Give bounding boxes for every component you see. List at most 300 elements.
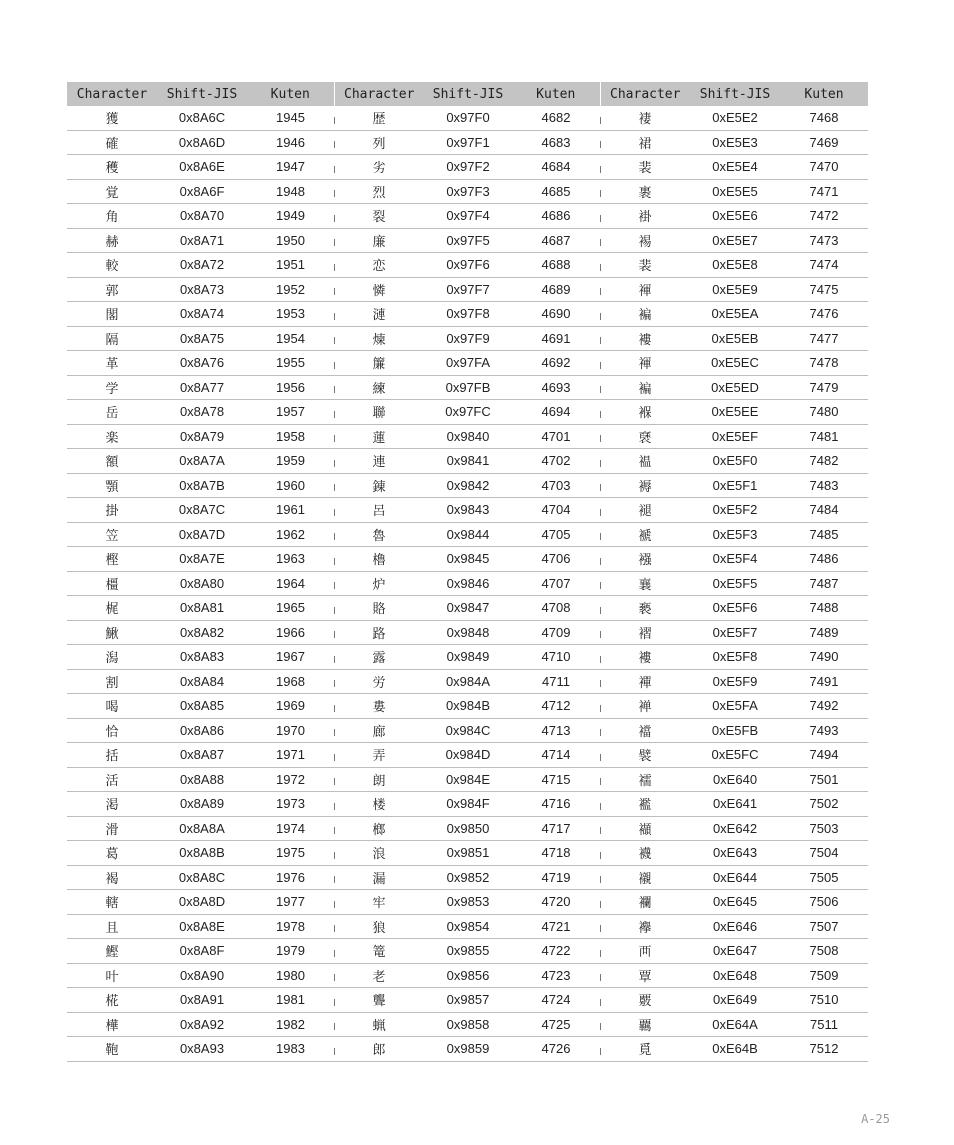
- character-cell: 歴: [334, 106, 424, 130]
- table-row: [67, 449, 868, 474]
- kuten-cell: 7469: [780, 130, 868, 155]
- kuten-cell: 4682: [512, 106, 600, 130]
- table-row: [67, 816, 868, 841]
- character-cell: 榔: [334, 816, 424, 841]
- shift-jis-cell: 0x8A74: [157, 302, 247, 327]
- shift-jis-cell: 0xE5EB: [690, 326, 780, 351]
- character-cell: 褄: [600, 106, 690, 130]
- table-row: [67, 106, 868, 130]
- kuten-cell: 1958: [247, 424, 334, 449]
- character-cell: 角: [67, 204, 157, 229]
- shift-jis-cell: 0x9845: [424, 547, 512, 572]
- shift-jis-cell: 0x97F7: [424, 277, 512, 302]
- character-cell: 潟: [67, 645, 157, 670]
- character-cell: 轄: [67, 890, 157, 915]
- character-cell: 笠: [67, 522, 157, 547]
- character-cell: 櫓: [334, 547, 424, 572]
- shift-jis-cell: 0xE5F3: [690, 522, 780, 547]
- shift-jis-cell: 0xE5F2: [690, 498, 780, 523]
- character-cell: 露: [334, 645, 424, 670]
- column-header-shift-jis: Shift-JIS: [424, 82, 512, 106]
- shift-jis-cell: 0xE5F6: [690, 596, 780, 621]
- kuten-cell: 7479: [780, 375, 868, 400]
- character-cell: 裹: [600, 179, 690, 204]
- character-cell: 聾: [334, 988, 424, 1013]
- kuten-cell: 1949: [247, 204, 334, 229]
- shift-jis-cell: 0x8A8A: [157, 816, 247, 841]
- table-row: [67, 890, 868, 915]
- kuten-cell: 1959: [247, 449, 334, 474]
- column-header-kuten: Kuten: [512, 82, 600, 106]
- kuten-cell: 1982: [247, 1012, 334, 1037]
- kuten-cell: 1971: [247, 743, 334, 768]
- shift-jis-cell: 0x8A87: [157, 743, 247, 768]
- shift-jis-cell: 0xE643: [690, 841, 780, 866]
- shift-jis-cell: 0xE5E5: [690, 179, 780, 204]
- kuten-cell: 1948: [247, 179, 334, 204]
- character-cell: 褫: [600, 522, 690, 547]
- shift-jis-cell: 0x8A84: [157, 669, 247, 694]
- character-cell: 穫: [67, 155, 157, 180]
- character-cell: 掛: [67, 498, 157, 523]
- shift-jis-cell: 0xE64A: [690, 1012, 780, 1037]
- character-cell: 活: [67, 767, 157, 792]
- table-row: [67, 571, 868, 596]
- kuten-cell: 1974: [247, 816, 334, 841]
- shift-jis-cell: 0x8A83: [157, 645, 247, 670]
- shift-jis-cell: 0x8A73: [157, 277, 247, 302]
- character-cell: 恰: [67, 718, 157, 743]
- shift-jis-cell: 0x97F0: [424, 106, 512, 130]
- character-cell: 褂: [600, 204, 690, 229]
- shift-jis-cell: 0x8A89: [157, 792, 247, 817]
- character-cell: 梶: [67, 596, 157, 621]
- character-cell: 襁: [600, 547, 690, 572]
- kuten-cell: 1966: [247, 620, 334, 645]
- character-cell: 覈: [600, 988, 690, 1013]
- character-cell: 鰍: [67, 620, 157, 645]
- kuten-cell: 7475: [780, 277, 868, 302]
- table-row: [67, 155, 868, 180]
- shift-jis-cell: 0x9850: [424, 816, 512, 841]
- shift-jis-cell: 0x984B: [424, 694, 512, 719]
- kuten-cell: 1981: [247, 988, 334, 1013]
- character-cell: 確: [67, 130, 157, 155]
- character-cell: 褌: [600, 351, 690, 376]
- kuten-cell: 1963: [247, 547, 334, 572]
- character-cell: 憐: [334, 277, 424, 302]
- shift-jis-cell: 0x8A81: [157, 596, 247, 621]
- character-cell: 獲: [67, 106, 157, 130]
- character-cell: 覊: [600, 1012, 690, 1037]
- kuten-cell: 7491: [780, 669, 868, 694]
- character-cell: 婁: [334, 694, 424, 719]
- kuten-cell: 7476: [780, 302, 868, 327]
- character-cell: 褶: [600, 620, 690, 645]
- shift-jis-cell: 0xE5FA: [690, 694, 780, 719]
- kuten-cell: 7487: [780, 571, 868, 596]
- kuten-cell: 7493: [780, 718, 868, 743]
- kuten-cell: 1946: [247, 130, 334, 155]
- shift-jis-cell: 0x984F: [424, 792, 512, 817]
- shift-jis-cell: 0x9846: [424, 571, 512, 596]
- shift-jis-cell: 0xE640: [690, 767, 780, 792]
- kuten-cell: 1965: [247, 596, 334, 621]
- character-cell: 錬: [334, 473, 424, 498]
- character-cell: 篭: [334, 939, 424, 964]
- shift-jis-cell: 0xE5F0: [690, 449, 780, 474]
- kuten-cell: 7506: [780, 890, 868, 915]
- character-cell: 褊: [600, 302, 690, 327]
- kuten-cell: 1983: [247, 1037, 334, 1062]
- character-cell: 顎: [67, 473, 157, 498]
- kuten-cell: 4713: [512, 718, 600, 743]
- character-cell: 弄: [334, 743, 424, 768]
- character-cell: 楼: [334, 792, 424, 817]
- shift-jis-cell: 0xE5F4: [690, 547, 780, 572]
- character-cell: 褞: [600, 449, 690, 474]
- shift-jis-cell: 0x984A: [424, 669, 512, 694]
- shift-jis-cell: 0x984D: [424, 743, 512, 768]
- kuten-cell: 1978: [247, 914, 334, 939]
- kuten-cell: 4719: [512, 865, 600, 890]
- kuten-cell: 4714: [512, 743, 600, 768]
- page-number: A-25: [861, 1112, 890, 1126]
- kuten-cell: 1972: [247, 767, 334, 792]
- kuten-cell: 1957: [247, 400, 334, 425]
- character-cell: 賂: [334, 596, 424, 621]
- character-cell: 郎: [334, 1037, 424, 1062]
- shift-jis-cell: 0x8A80: [157, 571, 247, 596]
- table-row: [67, 277, 868, 302]
- kuten-cell: 1969: [247, 694, 334, 719]
- character-cell: 襦: [600, 767, 690, 792]
- kuten-cell: 1964: [247, 571, 334, 596]
- kuten-cell: 7470: [780, 155, 868, 180]
- table-row: [67, 620, 868, 645]
- character-cell: 裂: [334, 204, 424, 229]
- kuten-cell: 4718: [512, 841, 600, 866]
- kuten-cell: 1951: [247, 253, 334, 278]
- shift-jis-cell: 0xE64B: [690, 1037, 780, 1062]
- table-row: [67, 424, 868, 449]
- table-row: [67, 645, 868, 670]
- kuten-cell: 7480: [780, 400, 868, 425]
- shift-jis-cell: 0xE5E4: [690, 155, 780, 180]
- kuten-cell: 7511: [780, 1012, 868, 1037]
- kuten-cell: 4709: [512, 620, 600, 645]
- kuten-cell: 1976: [247, 865, 334, 890]
- shift-jis-cell: 0x97F4: [424, 204, 512, 229]
- kuten-cell: 4690: [512, 302, 600, 327]
- kuten-cell: 4708: [512, 596, 600, 621]
- shift-jis-cell: 0xE5E6: [690, 204, 780, 229]
- character-cell: 襤: [600, 792, 690, 817]
- shift-jis-cell: 0xE641: [690, 792, 780, 817]
- kuten-cell: 4711: [512, 669, 600, 694]
- kuten-cell: 7489: [780, 620, 868, 645]
- kuten-cell: 7510: [780, 988, 868, 1013]
- kuten-cell: 7512: [780, 1037, 868, 1062]
- character-cell: 浪: [334, 841, 424, 866]
- character-cell: 褌: [600, 277, 690, 302]
- kuten-cell: 4703: [512, 473, 600, 498]
- shift-jis-cell: 0x9853: [424, 890, 512, 915]
- character-cell: 襠: [600, 718, 690, 743]
- table-row: [67, 743, 868, 768]
- table-row: [67, 498, 868, 523]
- character-cell: 褓: [600, 400, 690, 425]
- character-cell: 隔: [67, 326, 157, 351]
- character-cell: 劣: [334, 155, 424, 180]
- character-cell: 裴: [600, 253, 690, 278]
- shift-jis-cell: 0xE647: [690, 939, 780, 964]
- column-header-character: Character: [67, 82, 157, 106]
- shift-jis-cell: 0x9849: [424, 645, 512, 670]
- kuten-cell: 7494: [780, 743, 868, 768]
- kuten-cell: 1979: [247, 939, 334, 964]
- shift-jis-cell: 0x9851: [424, 841, 512, 866]
- shift-jis-cell: 0xE5E7: [690, 228, 780, 253]
- shift-jis-cell: 0xE5E2: [690, 106, 780, 130]
- kuten-cell: 7492: [780, 694, 868, 719]
- kuten-cell: 7505: [780, 865, 868, 890]
- character-cell: 裼: [600, 228, 690, 253]
- character-cell: 褥: [600, 473, 690, 498]
- character-cell: 煉: [334, 326, 424, 351]
- table-row: [67, 302, 868, 327]
- kuten-cell: 4720: [512, 890, 600, 915]
- kuten-cell: 4685: [512, 179, 600, 204]
- kuten-cell: 7482: [780, 449, 868, 474]
- shift-jis-cell: 0x9847: [424, 596, 512, 621]
- table-row: [67, 1012, 868, 1037]
- shift-jis-cell: 0x9848: [424, 620, 512, 645]
- kuten-cell: 7490: [780, 645, 868, 670]
- table-row: [67, 473, 868, 498]
- table-row: [67, 963, 868, 988]
- table-row: [67, 1037, 868, 1062]
- shift-jis-cell: 0xE5E8: [690, 253, 780, 278]
- shift-jis-cell: 0x9852: [424, 865, 512, 890]
- shift-jis-cell: 0xE5EC: [690, 351, 780, 376]
- character-cell: 襴: [600, 890, 690, 915]
- shift-jis-cell: 0x8A6D: [157, 130, 247, 155]
- table-row: [67, 841, 868, 866]
- kuten-cell: 4722: [512, 939, 600, 964]
- shift-jis-cell: 0xE5FB: [690, 718, 780, 743]
- kuten-cell: 4707: [512, 571, 600, 596]
- shift-jis-cell: 0x8A8B: [157, 841, 247, 866]
- character-cell: 閣: [67, 302, 157, 327]
- character-cell: 呂: [334, 498, 424, 523]
- kuten-cell: 4705: [512, 522, 600, 547]
- table-row: [67, 351, 868, 376]
- character-cell: 襭: [600, 816, 690, 841]
- character-cell: 聯: [334, 400, 424, 425]
- character-cell: 椛: [67, 988, 157, 1013]
- kuten-cell: 7483: [780, 473, 868, 498]
- shift-jis-cell: 0xE5EA: [690, 302, 780, 327]
- table-row: [67, 988, 868, 1013]
- shift-jis-cell: 0x97F9: [424, 326, 512, 351]
- shift-jis-cell: 0xE646: [690, 914, 780, 939]
- shift-jis-cell: 0xE644: [690, 865, 780, 890]
- table-row: [67, 547, 868, 572]
- character-cell: 襾: [600, 939, 690, 964]
- table-row: [67, 914, 868, 939]
- character-cell: 簾: [334, 351, 424, 376]
- shift-jis-cell: 0x8A6C: [157, 106, 247, 130]
- character-cell: 覃: [600, 963, 690, 988]
- kuten-cell: 1954: [247, 326, 334, 351]
- table-row: [67, 400, 868, 425]
- shift-jis-cell: 0x97F1: [424, 130, 512, 155]
- character-cell: 褊: [600, 375, 690, 400]
- character-cell: 樫: [67, 547, 157, 572]
- character-cell: 襌: [600, 669, 690, 694]
- shift-jis-cell: 0x97F8: [424, 302, 512, 327]
- shift-jis-cell: 0xE5ED: [690, 375, 780, 400]
- character-cell: 括: [67, 743, 157, 768]
- kuten-cell: 7481: [780, 424, 868, 449]
- kuten-cell: 7468: [780, 106, 868, 130]
- kuten-cell: 7507: [780, 914, 868, 939]
- kuten-cell: 4724: [512, 988, 600, 1013]
- shift-jis-cell: 0xE649: [690, 988, 780, 1013]
- kuten-cell: 4704: [512, 498, 600, 523]
- character-cell: 襄: [600, 571, 690, 596]
- table-row: [67, 939, 868, 964]
- table-row: [67, 179, 868, 204]
- character-cell: 覚: [67, 179, 157, 204]
- column-header-character: Character: [600, 82, 690, 106]
- shift-jis-cell: 0xE5F1: [690, 473, 780, 498]
- table-body: [67, 106, 868, 1061]
- table-row: [67, 204, 868, 229]
- character-cell: 褝: [600, 694, 690, 719]
- shift-jis-cell: 0xE5F7: [690, 620, 780, 645]
- kuten-cell: 7484: [780, 498, 868, 523]
- table-row: [67, 326, 868, 351]
- shift-jis-cell: 0x8A85: [157, 694, 247, 719]
- character-cell: 額: [67, 449, 157, 474]
- shift-jis-cell: 0xE5F9: [690, 669, 780, 694]
- kuten-cell: 7472: [780, 204, 868, 229]
- shift-jis-cell: 0xE5EF: [690, 424, 780, 449]
- character-cell: 褪: [600, 498, 690, 523]
- kuten-cell: 4706: [512, 547, 600, 572]
- character-cell: 橿: [67, 571, 157, 596]
- table-row: [67, 865, 868, 890]
- shift-jis-cell: 0x9854: [424, 914, 512, 939]
- character-cell: 樺: [67, 1012, 157, 1037]
- shift-jis-cell: 0x8A8C: [157, 865, 247, 890]
- shift-jis-cell: 0x97FB: [424, 375, 512, 400]
- character-cell: 朗: [334, 767, 424, 792]
- table-row: [67, 718, 868, 743]
- character-cell: 学: [67, 375, 157, 400]
- shift-jis-cell: 0xE5F5: [690, 571, 780, 596]
- shift-jis-cell: 0x8A6F: [157, 179, 247, 204]
- shift-jis-cell: 0x8A82: [157, 620, 247, 645]
- shift-jis-cell: 0x8A90: [157, 963, 247, 988]
- kuten-cell: 4726: [512, 1037, 600, 1062]
- kuten-cell: 1967: [247, 645, 334, 670]
- character-cell: 裙: [600, 130, 690, 155]
- kuten-cell: 1945: [247, 106, 334, 130]
- character-cell: 褻: [600, 596, 690, 621]
- shift-jis-cell: 0x8A75: [157, 326, 247, 351]
- kuten-cell: 4710: [512, 645, 600, 670]
- character-cell: 割: [67, 669, 157, 694]
- shift-jis-cell: 0xE5FC: [690, 743, 780, 768]
- kuten-cell: 7485: [780, 522, 868, 547]
- shift-jis-cell: 0x8A7B: [157, 473, 247, 498]
- character-cell: 襞: [600, 743, 690, 768]
- character-cell: 襷: [600, 914, 690, 939]
- character-cell: 喝: [67, 694, 157, 719]
- character-cell: 蝋: [334, 1012, 424, 1037]
- shift-jis-cell: 0x8A92: [157, 1012, 247, 1037]
- kuten-cell: 4688: [512, 253, 600, 278]
- character-cell: 恋: [334, 253, 424, 278]
- character-cell: 褐: [67, 865, 157, 890]
- shift-jis-cell: 0x984C: [424, 718, 512, 743]
- kuten-cell: 1950: [247, 228, 334, 253]
- kuten-cell: 1975: [247, 841, 334, 866]
- kuten-cell: 4694: [512, 400, 600, 425]
- character-cell: 襯: [600, 865, 690, 890]
- kuten-cell: 1973: [247, 792, 334, 817]
- character-cell: 叶: [67, 963, 157, 988]
- kuten-cell: 1955: [247, 351, 334, 376]
- character-cell: 労: [334, 669, 424, 694]
- shift-jis-cell: 0x9855: [424, 939, 512, 964]
- table-row: [67, 792, 868, 817]
- kuten-cell: 4686: [512, 204, 600, 229]
- shift-jis-cell: 0x8A76: [157, 351, 247, 376]
- character-cell: 漏: [334, 865, 424, 890]
- kuten-cell: 1960: [247, 473, 334, 498]
- shift-jis-cell: 0x8A8E: [157, 914, 247, 939]
- kuten-cell: 4715: [512, 767, 600, 792]
- shift-jis-cell: 0x9843: [424, 498, 512, 523]
- column-header-kuten: Kuten: [780, 82, 868, 106]
- kuten-cell: 7473: [780, 228, 868, 253]
- shift-jis-cell: 0x97F3: [424, 179, 512, 204]
- table-header-row: [67, 82, 868, 106]
- table-row: [67, 522, 868, 547]
- shift-jis-cell: 0xE5E3: [690, 130, 780, 155]
- kuten-cell: 4689: [512, 277, 600, 302]
- column-header-kuten: Kuten: [247, 82, 334, 106]
- shift-jis-cell: 0x8A7D: [157, 522, 247, 547]
- character-cell: 楽: [67, 424, 157, 449]
- shift-jis-cell: 0x8A78: [157, 400, 247, 425]
- shift-jis-cell: 0x97FC: [424, 400, 512, 425]
- kuten-cell: 7509: [780, 963, 868, 988]
- kuten-cell: 4716: [512, 792, 600, 817]
- shift-jis-cell: 0x9858: [424, 1012, 512, 1037]
- kuten-cell: 7474: [780, 253, 868, 278]
- kuten-cell: 1952: [247, 277, 334, 302]
- table-row: [67, 694, 868, 719]
- shift-jis-cell: 0x8A8F: [157, 939, 247, 964]
- character-cell: 炉: [334, 571, 424, 596]
- character-cell: 狼: [334, 914, 424, 939]
- shift-jis-cell: 0xE645: [690, 890, 780, 915]
